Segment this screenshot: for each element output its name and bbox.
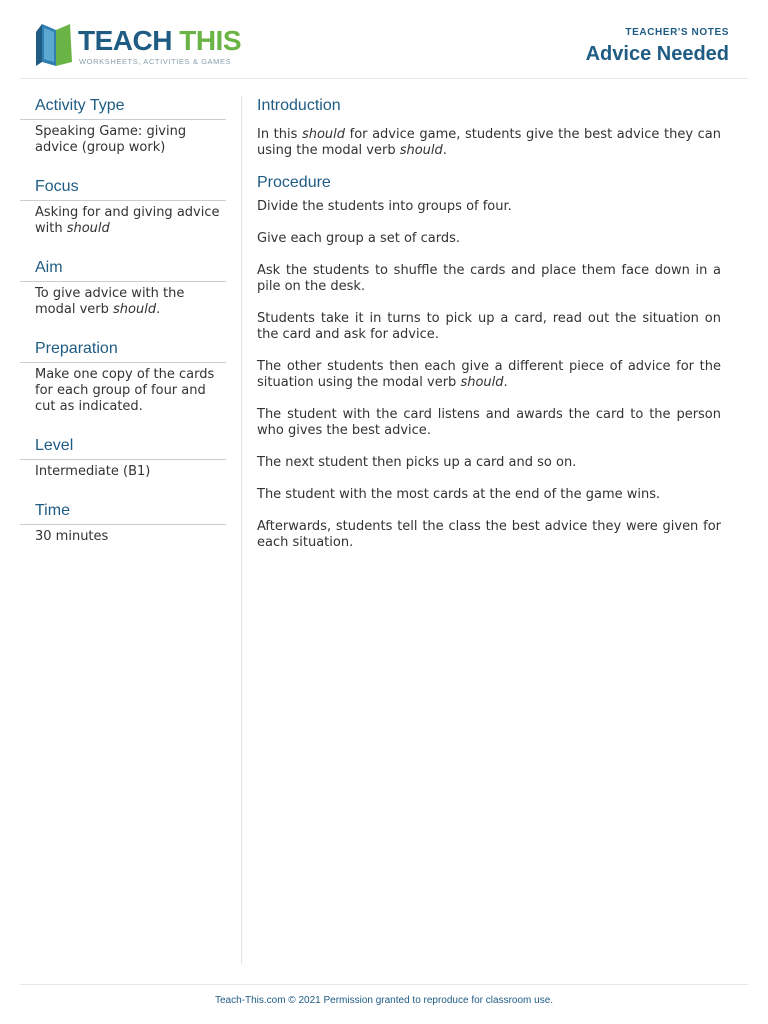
column-divider	[241, 96, 242, 964]
procedure-step: Afterwards, students tell the class the best advice they were given for each situation.	[257, 519, 721, 550]
sidebar-heading-level: Level	[35, 437, 74, 454]
logo-wordmark	[78, 25, 241, 57]
header-divider	[20, 78, 748, 79]
procedure-list	[257, 199, 721, 551]
sidebar-section-activity-type	[20, 96, 226, 156]
sidebar-section-aim	[20, 258, 226, 318]
sidebar-heading-activity-type: Activity Type	[35, 97, 125, 114]
sidebar-heading-focus: Focus	[35, 178, 79, 195]
procedure-emphasis: should	[460, 375, 504, 390]
logo-word-teach: TEACH	[78, 25, 172, 56]
sidebar-section-time	[20, 501, 226, 545]
introduction-text: In this should for advice game, students give the best advice they can using the modal verb should.	[257, 127, 721, 158]
teach-this-logo[interactable]	[34, 22, 242, 70]
introduction-heading: Introduction	[257, 97, 341, 114]
procedure-step: Students take it in turns to pick up a card, read out the situation on the card and ask for advice.	[257, 311, 721, 342]
sidebar-text-focus: Asking for and giving advice with should	[35, 205, 220, 236]
sidebar-heading-preparation: Preparation	[35, 340, 118, 357]
sidebar-heading-time: Time	[35, 502, 70, 519]
procedure-heading: Procedure	[257, 174, 331, 191]
sidebar-heading-aim: Aim	[35, 259, 63, 276]
procedure-step: The student with the most cards at the end of the game wins.	[257, 487, 661, 502]
procedure-step: The student with the card listens and awards the card to the person who gives the best advice.	[257, 407, 721, 438]
teachers-notes-label: TEACHER'S NOTES	[625, 27, 729, 38]
sidebar-section-preparation	[20, 339, 226, 415]
sidebar-section-focus	[20, 177, 226, 237]
logo-tagline: WORKSHEETS, ACTIVITIES & GAMES	[79, 57, 232, 66]
page-header	[0, 0, 768, 80]
procedure-step: Ask the students to shuffle the cards and place them face down in a pile on the desk.	[257, 263, 721, 294]
sidebar-text-time: 30 minutes	[35, 529, 109, 544]
sidebar-emphasis: should	[113, 302, 157, 317]
sidebar-text-aim: To give advice with the modal verb should.	[35, 286, 185, 317]
procedure-step: The next student then picks up a card and so on.	[257, 455, 577, 470]
sidebar	[20, 96, 226, 566]
sidebar-text-activity-type: Speaking Game: giving advice (group work)	[35, 124, 187, 155]
logo-word-this: THIS	[179, 25, 242, 56]
intro-emphasis: should	[301, 127, 346, 142]
main-content	[257, 96, 721, 567]
sidebar-section-level	[20, 436, 226, 480]
sidebar-text-preparation: Make one copy of the cards for each group of four and cut as indicated.	[35, 367, 215, 414]
book-icon	[34, 22, 76, 68]
procedure-step: Give each group a set of cards.	[257, 231, 461, 246]
procedure-step: The other students then each give a different piece of advice for the situation using the modal verb should.	[257, 359, 721, 390]
procedure-step: Divide the students into groups of four.	[257, 199, 512, 214]
sidebar-text-level: Intermediate (B1)	[35, 464, 151, 479]
sidebar-emphasis: should	[66, 221, 110, 236]
footer-divider	[20, 984, 748, 985]
document-title: Advice Needed	[585, 43, 729, 65]
intro-emphasis: should	[399, 143, 443, 158]
footer-copyright: Teach-This.com © 2021 Permission granted to reproduce for classroom use.	[214, 995, 554, 1006]
